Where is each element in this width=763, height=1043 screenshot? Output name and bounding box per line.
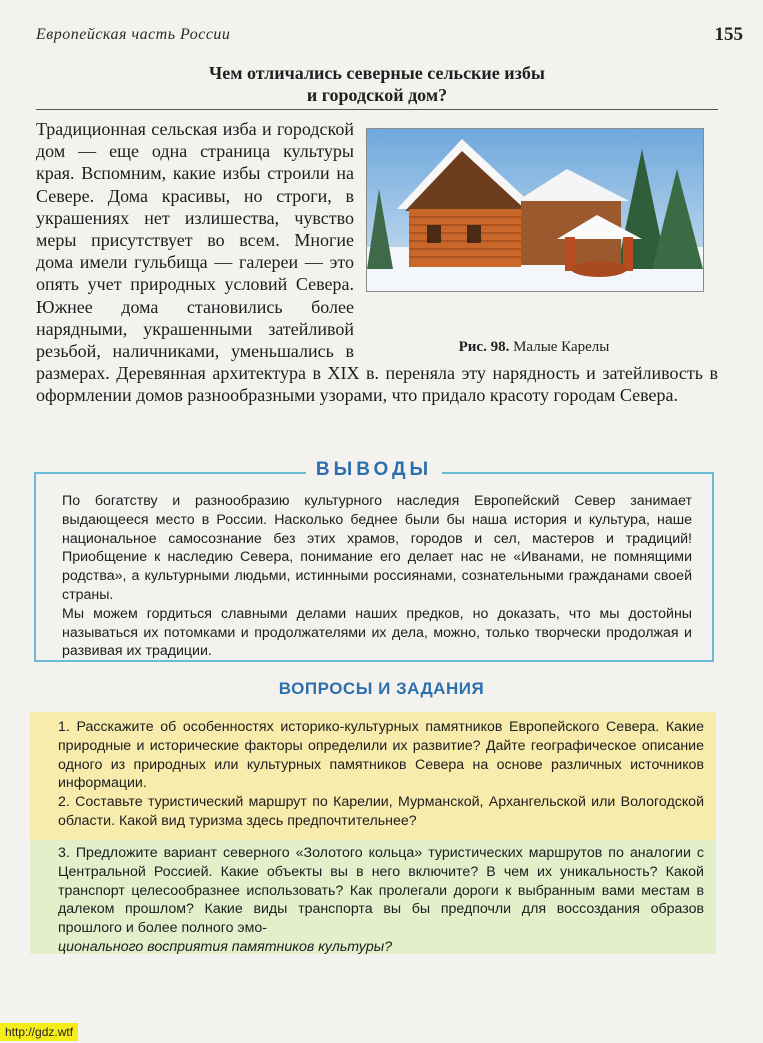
running-title: Европейская часть России (36, 26, 231, 43)
conclusions-box (34, 459, 714, 662)
question-3-end: ционального восприятия памятников культуры? (58, 938, 393, 955)
conclusions-title: ВЫВОДЫ (306, 459, 442, 480)
figure-caption-number: Рис. 98. (458, 339, 510, 355)
questions-highlight-yellow (30, 712, 716, 840)
figure (366, 122, 718, 354)
conclusions-text (62, 492, 692, 661)
question-2: 2. Составьте туристический маршрут по Карелии, Мурманской, Архангельской или Вологодской области. Какой вид туризма здесь предпочтительнее? (58, 794, 704, 829)
conclusions-paragraph-1: По богатству и разнообразию культурного наследия Европейский Север занимает выдающееся место в России. Насколько беднее были бы наша история и культура, наше национальное самосознание без этих храмов, городов и сел, мастеров и традиций! Приобщение к наследию Севера, понимание его делает нас не «Иванами, не помнящими родства», а культурными людьми, истинными россиянами, сознательными гражданами своей страны. (62, 493, 692, 603)
section-title-line2: и городской дом? (306, 85, 448, 105)
figure-caption-text: Малые Карелы (513, 339, 610, 355)
question-3: 3. Предложите вариант северного «Золотого кольца» туристических маршрутов по аналогии с Центральной Россией. Какие объекты вы в него включите? В чем их уникальность? Какой транспорт целесообразнее использовать? Как пролегали дороги к выбранным вами местам в далеком прошлом? Какие виды транспорта вы бы предпочли для воссоздания образов прошлого и более полного эмо- (58, 845, 704, 937)
figure-caption (366, 336, 702, 358)
page-number: 155 (714, 24, 743, 45)
main-paragraph-block (36, 118, 718, 407)
conclusions-paragraph-2: Мы можем гордиться славными делами наших предков, но доказать, что мы достойны называться их потомками и продолжателями их дела, можно, только творчески продолжая и развивая их традиции. (62, 605, 692, 660)
figure-photo (366, 128, 704, 292)
section-title-line1: Чем отличались северные сельские избы (209, 63, 545, 83)
conclusions-title-wrap (36, 459, 712, 481)
questions-highlight-green (30, 840, 716, 954)
title-divider (36, 109, 718, 110)
questions-heading: ВОПРОСЫ И ЗАДАНИЯ (278, 679, 485, 698)
main-paragraph: Традиционная сельская изба и городской дом — еще одна страница культуры края. Вспомним, какие избы строили на Севере. Дома красивы, но строги, в украшениях нет излишества, чувство меры присутствует во всем. Многие дома имели гульбища — галереи — это опять учет природных условий Севера. Южнее дома становились более нарядными, украшенными затейливой резьбой, наличниками, уменьшались в размерах. Деревянная архитектура в XIX в. переняла эту нарядность и затейливость в оформлении домов разнообразными узорами, что придало красоту городам Севера. (36, 119, 718, 406)
watermark-link[interactable]: http://gdz.wtf (0, 1023, 78, 1041)
section-title (36, 62, 718, 106)
question-1: 1. Расскажите об особенностях историко-культурных памятников Европейского Севера. Какие природные и исторические факторы определили их развитие? Дайте географическое описание одного из природных или культурных памятников Севера на основе различных источников информации. (58, 719, 704, 792)
wooden-house-illustration (367, 129, 703, 291)
